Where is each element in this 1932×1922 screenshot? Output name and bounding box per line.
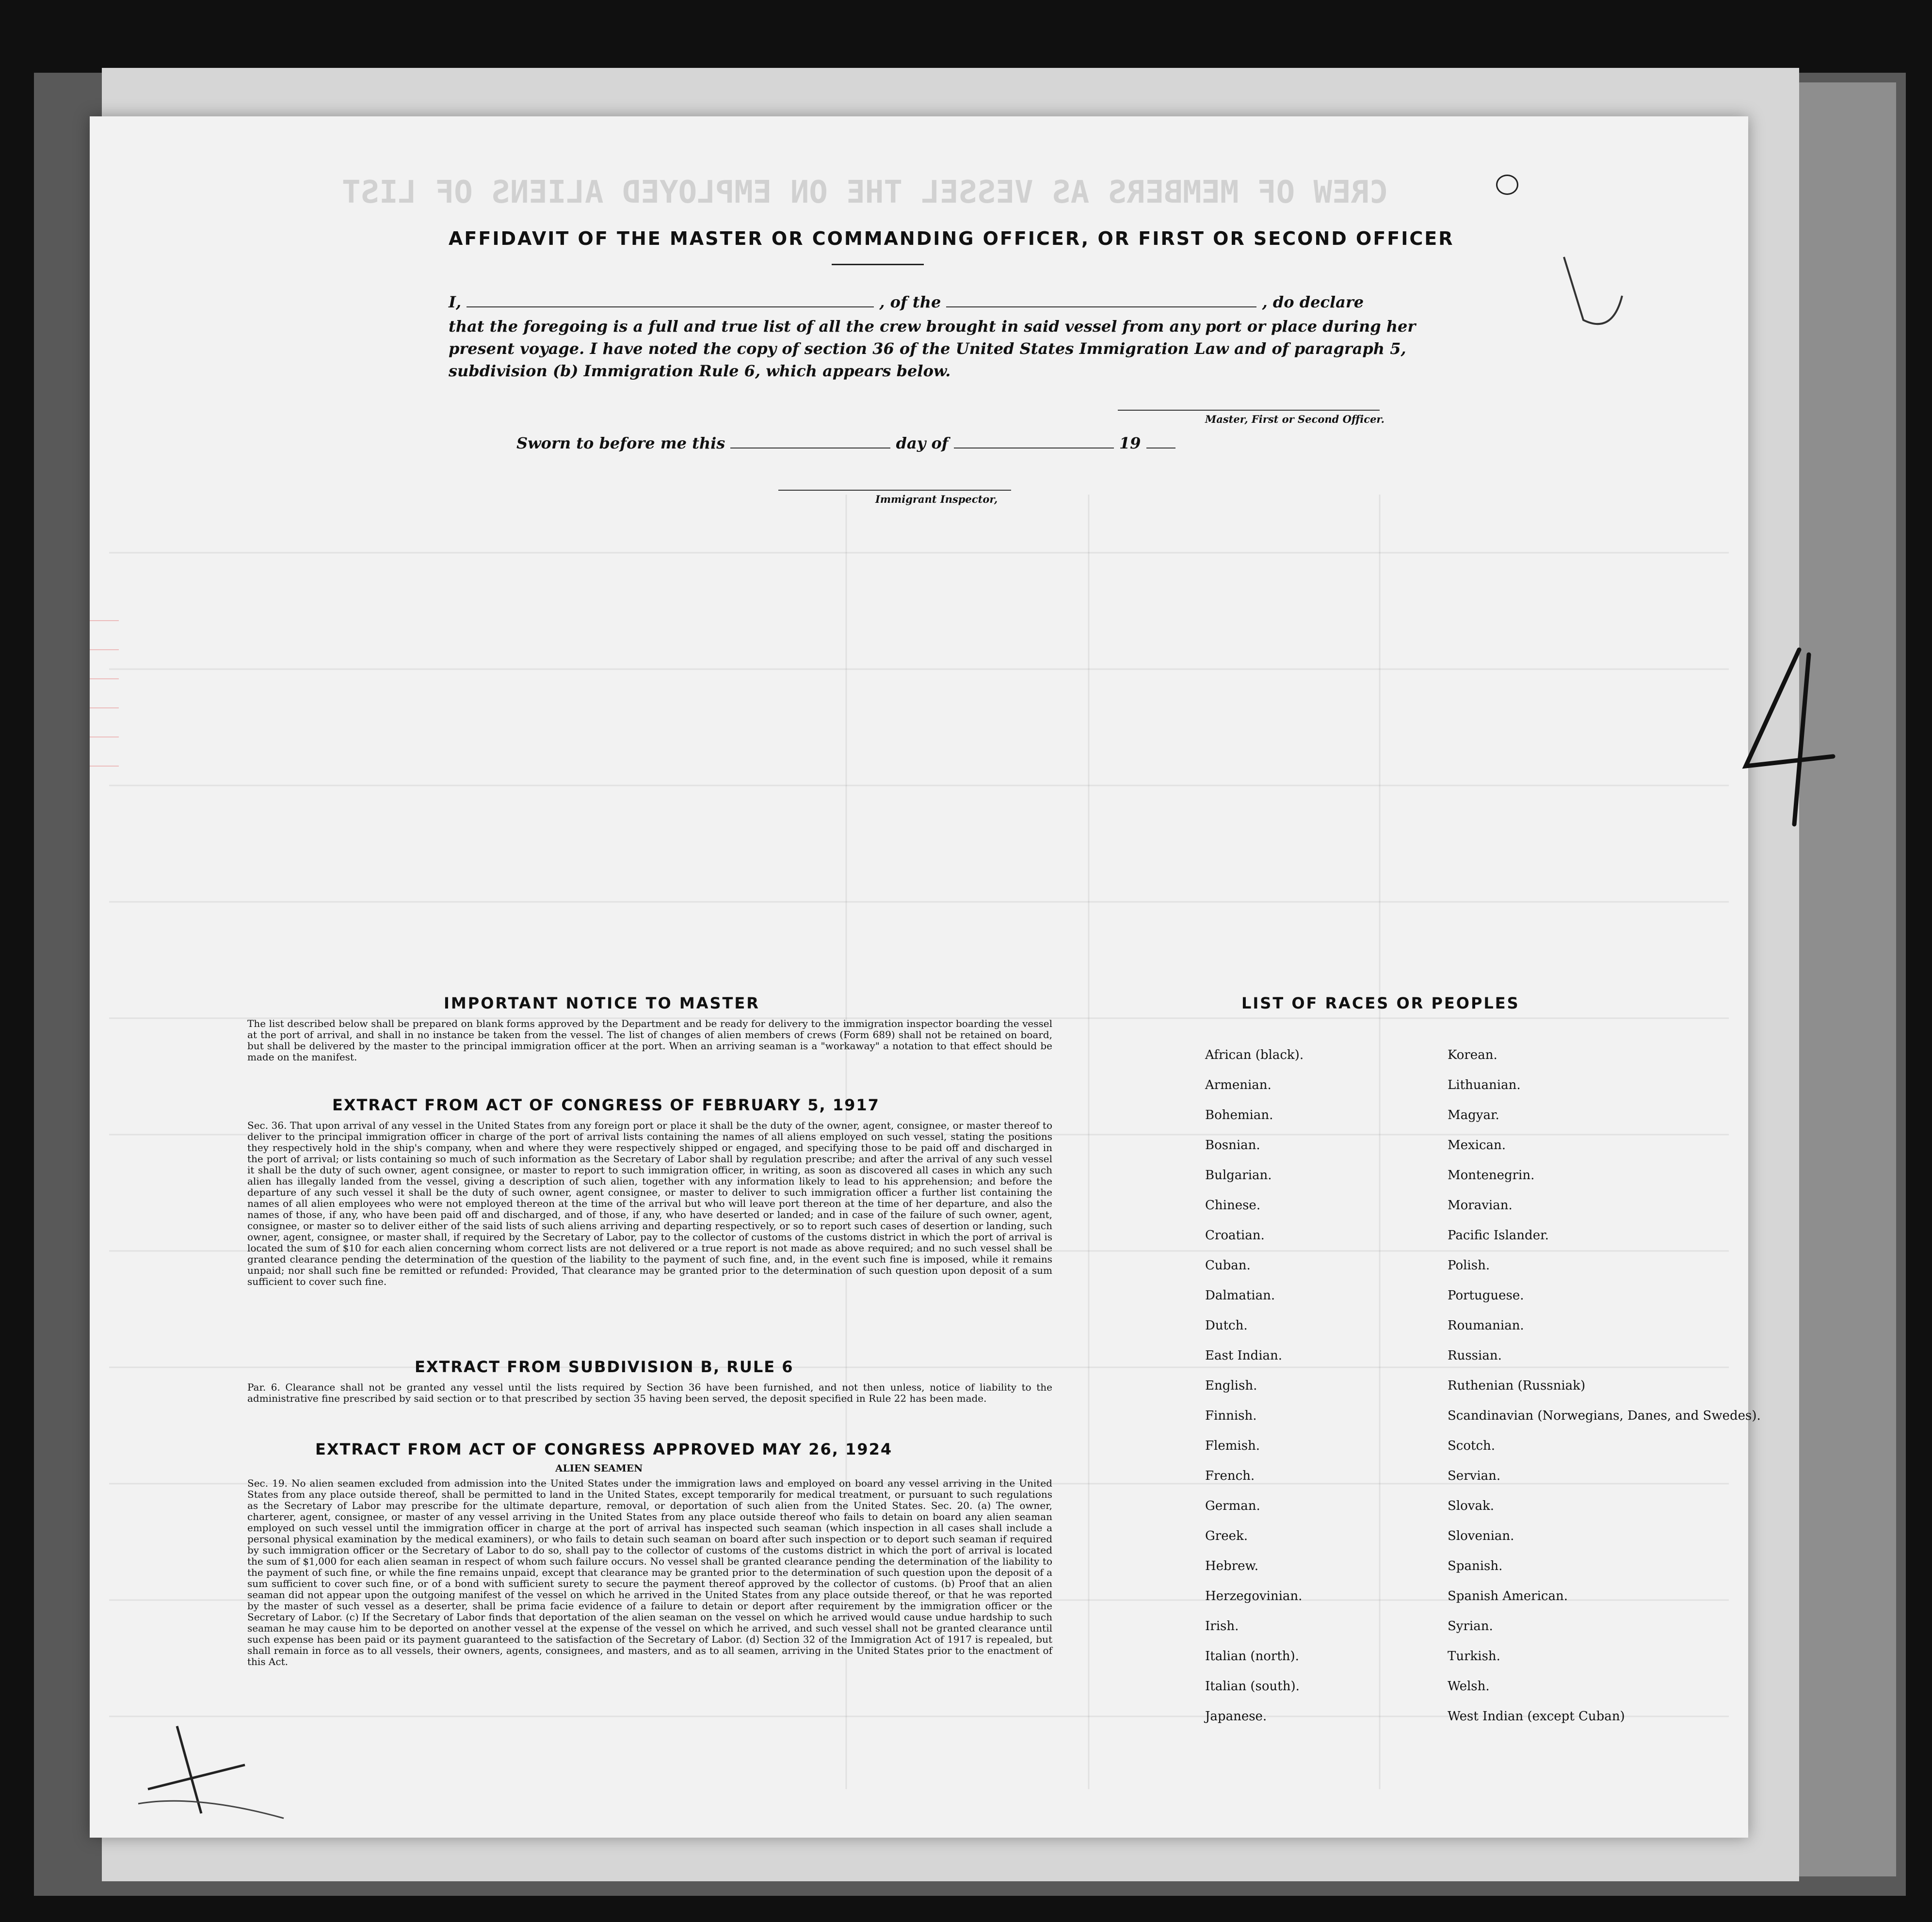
- race-item: Japanese.: [1205, 1709, 1267, 1724]
- race-item: Polish.: [1448, 1258, 1490, 1273]
- race-item: Cuban.: [1205, 1258, 1251, 1273]
- race-item: Pacific Islander.: [1448, 1228, 1549, 1243]
- extract-1917-title: EXTRACT FROM ACT OF CONGRESS OF FEBRUARY 5, 1917: [332, 1096, 880, 1114]
- inspector-signature-line[interactable]: [778, 490, 1011, 491]
- race-item: German.: [1205, 1499, 1260, 1513]
- race-item: Scandinavian (Norwegians, Danes, and Swedes).: [1448, 1409, 1761, 1423]
- race-item: Welsh.: [1448, 1679, 1490, 1694]
- handwritten-x-mark: [119, 1716, 293, 1828]
- title-rule: [832, 264, 924, 265]
- race-item: Herzegovinian.: [1205, 1589, 1303, 1603]
- sworn-line: [516, 434, 1175, 452]
- extract-1924-title: EXTRACT FROM ACT OF CONGRESS APPROVED MAY 26, 1924: [315, 1440, 893, 1458]
- declaration-do-declare: , do declare: [1262, 293, 1364, 311]
- extract-rule6-body: Par. 6. Clearance shall not be granted any vessel until the lists required by Section 36 have been furnished, and not then unless, notice of liability to the administrative fine prescribed by said section or to that prescribed by section 35 having been served, the deposit specified in Rule 22 has been made.: [247, 1381, 1052, 1404]
- sworn-day-of: day of: [896, 434, 949, 452]
- circle-mark: [1496, 175, 1518, 195]
- race-item: English.: [1205, 1378, 1257, 1393]
- race-item: Mexican.: [1448, 1138, 1506, 1153]
- extract-1924-body: Sec. 19. No alien seamen excluded from admission into the United States under the immigration laws and employed on board any vessel arriving in the United States from any place outside thereof, shall be permitted to land in the United States, except temporarily for medical treatment, or pursuant to such regulations as the Secretary of Labor may prescribe for the ultimate departure, removal, or deportation of such alien from the United States. Sec. 20. (a) The owner, charterer, agent, consignee, or master of any vessel arriving in the United States from any place outside thereof who fails to detain on board any alien seaman employed on such vessel until the immigration officer in charge at the port of arrival has inspected such seaman (which inspection in all cases shall include a personal physical examination by the medical examiners), or who fails to detain such seaman on board after such inspection or to deport such seaman if required by such immigration officer or the Secretary of Labor to do so, shall pay to the collector of customs of the customs district in which the port of arrival is located the sum of $1,000 for each alien seaman in respect of whom such failure occurs. No vessel shall be granted clearance pending the determination of the liability to the payment of such fine, or while the fine remains unpaid, except that clearance may be granted prior to the determination of such question upon the deposit of a sum sufficient to cover such fine, or of a bond with sufficient surety to secure the payment thereof approved by the collector of customs. (b) Proof that an alien seaman did not appear upon the outgoing manifest of the vessel on which he arrived in the United States from any place outside thereof, or that he was reported by the master of such vessel as a deserter, shall be prima facie evidence of a failure to detain or deport after requirement by the immigration officer or the Secretary of Labor. (c) If the Secretary of Labor finds that deportation of the alien seaman on the vessel on which he arrived would cause undue hardship to such seaman he may cause him to be deported on another vessel at the expense of the vessel on which he arrived, and such vessel shall not be granted clearance until such expense has been paid or its payment guaranteed to the satisfaction of the Secretary of Labor. (d) Section 32 of the Immigration Act of 1917 is repealed, but shall remain in force as to all vessels, their owners, agents, consignees, and masters, and as to all seamen, arriving in the United States prior to the enactment of this Act.: [247, 1477, 1052, 1667]
- notice-title: IMPORTANT NOTICE TO MASTER: [444, 994, 760, 1012]
- race-item: Slovenian.: [1448, 1529, 1514, 1543]
- race-item: Chinese.: [1205, 1198, 1261, 1213]
- race-item: Hebrew.: [1205, 1559, 1258, 1573]
- race-item: Servian.: [1448, 1469, 1501, 1483]
- race-item: Bohemian.: [1205, 1108, 1273, 1122]
- sworn-text: Sworn to before me this: [516, 434, 725, 452]
- race-item: Slovak.: [1448, 1499, 1494, 1513]
- race-item: Syrian.: [1448, 1619, 1493, 1634]
- race-item: Korean.: [1448, 1048, 1497, 1062]
- races-right-column: [1448, 1040, 1761, 1731]
- race-item: Armenian.: [1205, 1078, 1272, 1092]
- affidavit-declaration: [449, 291, 1467, 382]
- races-title: LIST OF RACES OR PEOPLES: [1241, 994, 1520, 1012]
- race-item: Scotch.: [1448, 1439, 1496, 1453]
- race-item: Turkish.: [1448, 1649, 1500, 1664]
- master-signature-label: Master, First or Second Officer.: [1205, 413, 1385, 425]
- notice-body: The list described below shall be prepared on blank forms approved by the Department and be ready for delivery to the immigration inspector boarding the vessel at the port of arrival, and shall in no instance be taken from the vessel. The list of changes of alien members of crews (Form 689) shall not be retained on board, but shall be delivered by the master to the principal immigration officer at the port. When an arriving seaman is a "workaway" a notation to that effect should be made on the manifest.: [247, 1018, 1052, 1063]
- declaration-i: I,: [449, 293, 462, 311]
- race-item: Magyar.: [1448, 1108, 1499, 1122]
- race-item: Spanish.: [1448, 1559, 1503, 1573]
- race-item: Bulgarian.: [1205, 1168, 1272, 1183]
- extract-1917-body: Sec. 36. That upon arrival of any vessel in the United States from any foreign port or place it shall be the duty of the owner, agent, consignee, or master thereof to deliver to the principal immigration officer in charge of the port of arrival lists containing the names of all aliens employed on such vessel, stating the positions they respectively hold in the ship's company, when and where they were respectively shipped or engaged, and specifying those to be paid off and discharged in the port of arrival; or lists containing so much of such information as the Secretary of Labor shall by regulation prescribe; and after the arrival of any such vessel it shall be the duty of such owner, agent consignee, or master to report to such immigration officer, in writing, as soon as discovered all cases in which any such alien has illegally landed from the vessel, giving a description of such alien, together with any information likely to lead to his apprehension; and before the departure of any such vessel it shall be the duty of such owner, agent consignee, or master to deliver to such immigration officer a further list containing the names of all alien employees who were not employed thereon at the time of the arrival but who will leave port thereon at the time of her departure, and also the names of those, if any, who have been paid off and discharged, and of those, if any, who have deserted or landed; and in case of the failure of such owner, agent, consignee, or master so to deliver either of the said lists of such aliens arriving and departing respectively, or so to report such cases of desertion or landing, such owner, agent, consignee, or master shall, if required by the Secretary of Labor, pay to the collector of customs of the customs district in which the port of arrival is located the sum of $10 for each alien concerning whom correct lists are not delivered or a true report is not made as above required; and no such vessel shall be granted clearance pending the determination of the question of the liability to the payment of such fine, and, in the event such fine is imposed, while it remains unpaid; nor shall such fine be remitted or refunded: Provided, That clearance may be granted prior to the determination of such question upon deposit of a sum sufficient to cover such fine.: [247, 1120, 1052, 1287]
- race-item: Roumanian.: [1448, 1318, 1524, 1333]
- name-blank[interactable]: [467, 306, 874, 307]
- extract-rule6-title: EXTRACT FROM SUBDIVISION B, RULE 6: [415, 1358, 794, 1376]
- race-item: French.: [1205, 1469, 1255, 1483]
- race-item: Greek.: [1205, 1529, 1248, 1543]
- master-signature-line[interactable]: [1118, 410, 1380, 411]
- affidavit-page: [90, 116, 1761, 1838]
- affidavit-title: AFFIDAVIT OF THE MASTER OR COMMANDING OFFICER, OR FIRST OR SECOND OFFICER: [449, 228, 1454, 249]
- sworn-year: 19: [1119, 434, 1141, 452]
- race-item: Spanish American.: [1448, 1589, 1568, 1603]
- race-item: Irish.: [1205, 1619, 1239, 1634]
- declaration-of-the: , of the: [879, 293, 941, 311]
- race-item: Flemish.: [1205, 1439, 1260, 1453]
- race-item: Finnish.: [1205, 1409, 1257, 1423]
- declaration-body: that the foregoing is a full and true list of all the crew brought in said vessel from any port or place during her present voyage. I have noted the copy of section 36 of the United States Immigration Law and of paragraph 5, subdivision (b) Immigration Rule 6, which appears below.: [449, 317, 1416, 380]
- race-item: Bosnian.: [1205, 1138, 1260, 1153]
- extract-1924-subtitle: ALIEN SEAMEN: [555, 1462, 643, 1474]
- race-item: Russian.: [1448, 1348, 1502, 1363]
- race-item: East Indian.: [1205, 1348, 1283, 1363]
- race-item: Italian (north).: [1205, 1649, 1299, 1664]
- race-item: Croatian.: [1205, 1228, 1265, 1243]
- race-item: African (black).: [1205, 1048, 1304, 1062]
- race-item: Dutch.: [1205, 1318, 1248, 1333]
- race-item: Ruthenian (Russniak): [1448, 1378, 1586, 1393]
- race-item: Dalmatian.: [1205, 1288, 1275, 1303]
- race-item: West Indian (except Cuban): [1448, 1709, 1625, 1724]
- vessel-blank[interactable]: [946, 306, 1256, 307]
- race-item: Italian (south).: [1205, 1679, 1300, 1694]
- bleed-through-header: CREW OF MEMBERS AS VESSEL THE ON EMPLOYED ALIENS OF LIST: [342, 175, 1388, 210]
- inspector-label: Immigrant Inspector,: [875, 493, 998, 505]
- race-item: Lithuanian.: [1448, 1078, 1521, 1092]
- races-left-column: [1205, 1040, 1304, 1731]
- race-item: Montenegrin.: [1448, 1168, 1535, 1183]
- handwritten-four: [1726, 640, 1843, 834]
- race-item: Moravian.: [1448, 1198, 1513, 1213]
- race-item: Portuguese.: [1448, 1288, 1524, 1303]
- tab-corner-mark: [1554, 252, 1632, 349]
